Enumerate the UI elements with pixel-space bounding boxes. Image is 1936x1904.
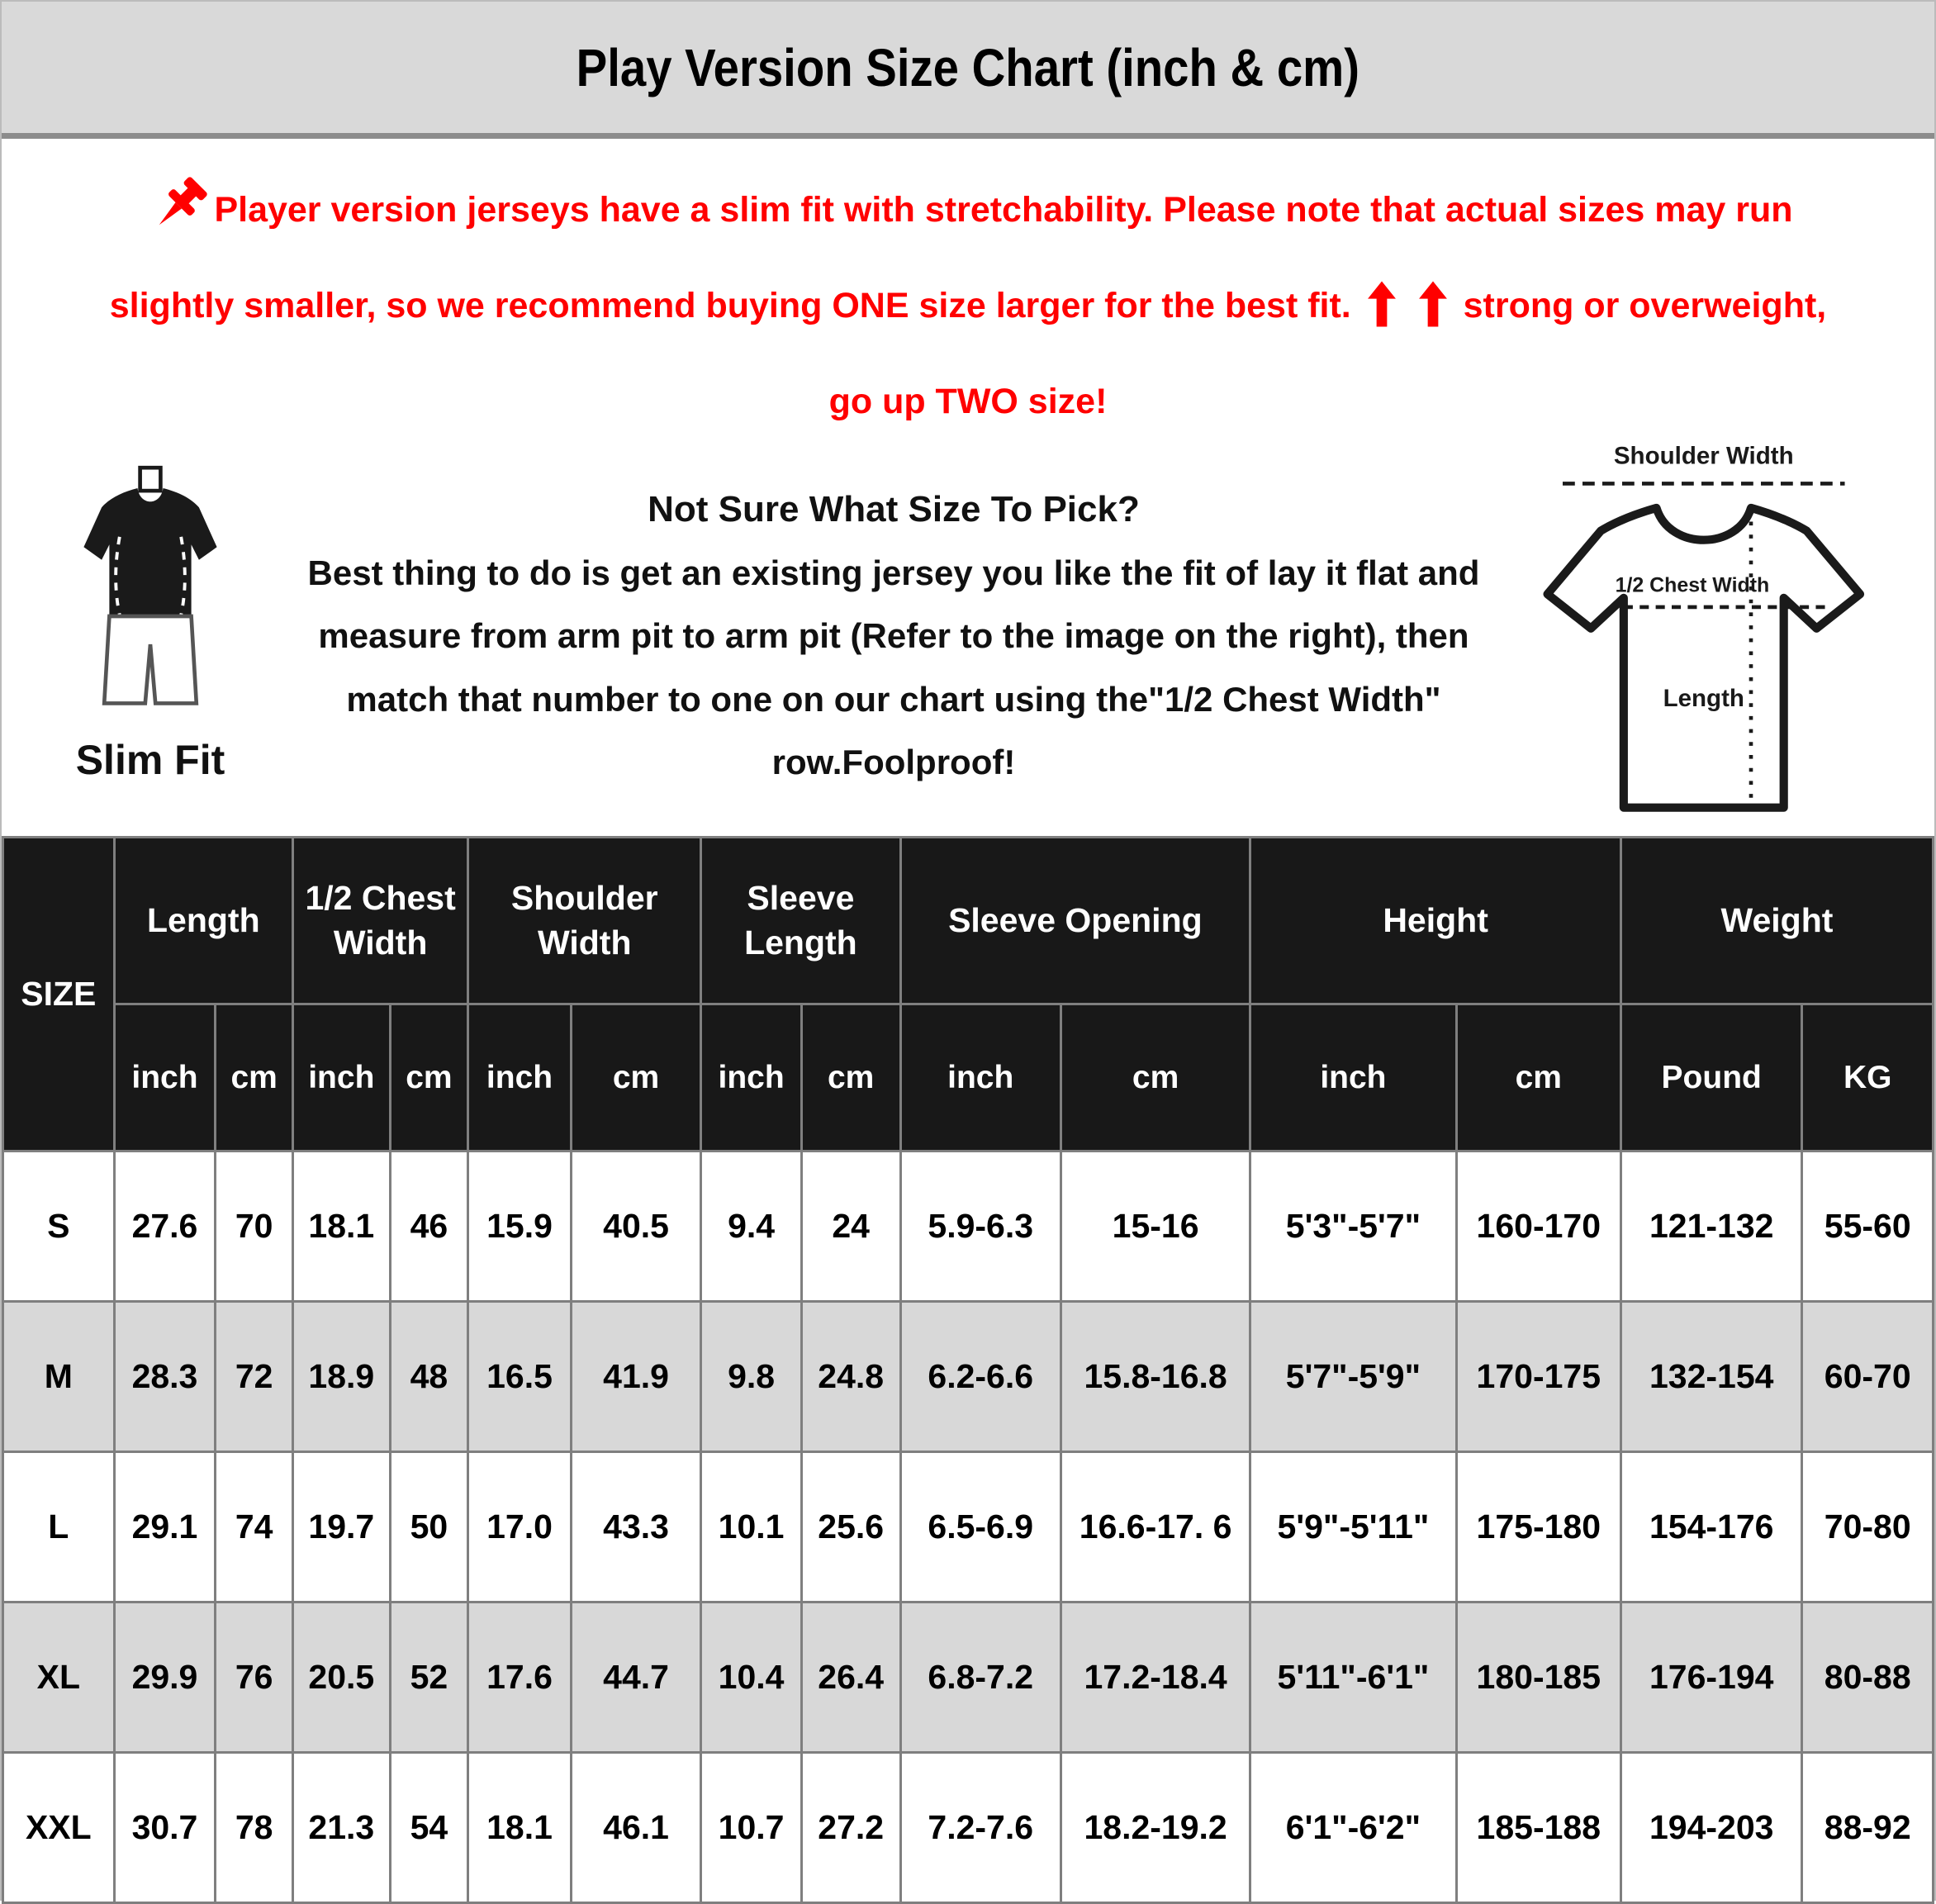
table-cell: 25.6 xyxy=(801,1452,900,1602)
table-cell: 175-180 xyxy=(1456,1452,1620,1602)
table-row-l xyxy=(3,1452,1934,1602)
table-cell: 7.2-7.6 xyxy=(900,1753,1061,1903)
table-cell: 160-170 xyxy=(1456,1151,1620,1302)
table-cell: 194-203 xyxy=(1620,1753,1801,1903)
size-cell: XL xyxy=(3,1602,115,1753)
page-title: Play Version Size Chart (inch & cm) xyxy=(576,37,1360,97)
col-header-shoulder-width: Shoulder Width xyxy=(468,838,701,1004)
slim-fit-label: Slim Fit xyxy=(75,737,225,783)
table-cell: 170-175 xyxy=(1456,1302,1620,1452)
size-guide-heading: Not Sure What Size To Pick? xyxy=(648,489,1140,529)
table-cell: 132-154 xyxy=(1620,1302,1801,1452)
table-row-s xyxy=(3,1151,1934,1302)
table-cell: 17.2-18.4 xyxy=(1061,1602,1250,1753)
table-cell: 29.1 xyxy=(114,1452,216,1602)
table-cell: 15.9 xyxy=(468,1151,572,1302)
size-cell: S xyxy=(3,1151,115,1302)
size-cell: L xyxy=(3,1452,115,1602)
table-row-xxl xyxy=(3,1753,1934,1903)
col-header-half-chest-width: 1/2 Chest Width xyxy=(293,838,468,1004)
col-header-sleeve-length: Sleeve Length xyxy=(701,838,900,1004)
slim-fit-figure xyxy=(2,430,299,836)
col-header-height: Height xyxy=(1250,838,1621,1004)
table-cell: 88-92 xyxy=(1802,1753,1934,1903)
half-chest-width-label: 1/2 Chest Width xyxy=(1615,573,1770,597)
table-cell: 27.6 xyxy=(114,1151,216,1302)
size-cell: M xyxy=(3,1302,115,1452)
table-cell: 78 xyxy=(216,1753,293,1903)
table-cell: 46 xyxy=(390,1151,468,1302)
table-cell: 72 xyxy=(216,1302,293,1452)
table-cell: 5'7"-5'9" xyxy=(1250,1302,1456,1452)
table-cell: 43.3 xyxy=(571,1452,701,1602)
table-cell: 16.6-17. 6 xyxy=(1061,1452,1250,1602)
table-cell: 41.9 xyxy=(571,1302,701,1452)
table-cell: 10.7 xyxy=(701,1753,802,1903)
subcol-sleeveopen-inch: inch xyxy=(900,1004,1061,1151)
table-cell: 70 xyxy=(216,1151,293,1302)
table-cell: 18.2-19.2 xyxy=(1061,1753,1250,1903)
size-guide-body: Best thing to do is get an existing jersey you like the fit of lay it flat and measure from arm pit to arm pit (Refer to the image on the right), then match that number to one on our chart using the"1/2 Chest Width" row.Foolproof! xyxy=(307,553,1480,782)
slim-fit-icon xyxy=(55,463,245,723)
subcol-height-cm: cm xyxy=(1456,1004,1620,1151)
table-cell: 50 xyxy=(390,1452,468,1602)
table-cell: 52 xyxy=(390,1602,468,1753)
notice-line-3: go up TWO size! xyxy=(828,382,1108,421)
table-cell: 10.1 xyxy=(701,1452,802,1602)
table-cell: 40.5 xyxy=(571,1151,701,1302)
subcol-chest-inch: inch xyxy=(293,1004,391,1151)
table-cell: 5'3"-5'7" xyxy=(1250,1151,1456,1302)
title-bar xyxy=(2,2,1934,139)
subcol-weight-pound: Pound xyxy=(1620,1004,1801,1151)
tshirt-measurement-diagram xyxy=(1488,430,1934,836)
subcol-height-inch: inch xyxy=(1250,1004,1456,1151)
table-cell: 18.1 xyxy=(293,1151,391,1302)
table-cell: 21.3 xyxy=(293,1753,391,1903)
table-cell: 180-185 xyxy=(1456,1602,1620,1753)
col-header-sleeve-opening: Sleeve Opening xyxy=(900,838,1250,1004)
table-cell: 70-80 xyxy=(1802,1452,1934,1602)
table-cell: 5.9-6.3 xyxy=(900,1151,1061,1302)
table-cell: 15.8-16.8 xyxy=(1061,1302,1250,1452)
up-arrow-icon xyxy=(1412,286,1454,325)
col-header-size: SIZE xyxy=(3,838,115,1151)
notice-line-2a: slightly smaller, so we recommend buying ONE size larger for the best fit. xyxy=(109,286,1351,325)
table-cell: 9.4 xyxy=(701,1151,802,1302)
table-cell: 9.8 xyxy=(701,1302,802,1452)
subcol-sleevelen-cm: cm xyxy=(801,1004,900,1151)
subcol-length-inch: inch xyxy=(114,1004,216,1151)
table-cell: 44.7 xyxy=(571,1602,701,1753)
table-cell: 54 xyxy=(390,1753,468,1903)
table-cell: 48 xyxy=(390,1302,468,1452)
table-cell: 10.4 xyxy=(701,1602,802,1753)
table-cell: 60-70 xyxy=(1802,1302,1934,1452)
table-cell: 74 xyxy=(216,1452,293,1602)
size-table xyxy=(2,836,1934,1904)
table-cell: 16.5 xyxy=(468,1302,572,1452)
length-label: Length xyxy=(1663,684,1744,712)
table-cell: 154-176 xyxy=(1620,1452,1801,1602)
table-cell: 185-188 xyxy=(1456,1753,1620,1903)
table-cell: 6'1"-6'2" xyxy=(1250,1753,1456,1903)
table-cell: 15-16 xyxy=(1061,1151,1250,1302)
table-cell: 20.5 xyxy=(293,1602,391,1753)
table-cell: 28.3 xyxy=(114,1302,216,1452)
size-cell: XXL xyxy=(3,1753,115,1903)
table-cell: 55-60 xyxy=(1802,1151,1934,1302)
up-arrow-icon xyxy=(1361,286,1402,325)
table-cell: 24 xyxy=(801,1151,900,1302)
pushpin-icon xyxy=(143,190,214,230)
table-cell: 24.8 xyxy=(801,1302,900,1452)
tshirt-outline xyxy=(1548,508,1860,808)
subcol-length-cm: cm xyxy=(216,1004,293,1151)
col-header-weight: Weight xyxy=(1620,838,1933,1004)
table-cell: 27.2 xyxy=(801,1753,900,1903)
subcol-shoulder-cm: cm xyxy=(571,1004,701,1151)
notice-line-2b: strong or overweight, xyxy=(1463,286,1827,325)
notice-line-1: Player version jerseys have a slim fit with stretchability. Please note that actual sizes may run xyxy=(214,190,1793,230)
table-cell: 5'9"-5'11" xyxy=(1250,1452,1456,1602)
subcol-chest-cm: cm xyxy=(390,1004,468,1151)
table-cell: 18.9 xyxy=(293,1302,391,1452)
table-cell: 17.6 xyxy=(468,1602,572,1753)
table-cell: 5'11"-6'1" xyxy=(1250,1602,1456,1753)
table-cell: 176-194 xyxy=(1620,1602,1801,1753)
table-cell: 6.5-6.9 xyxy=(900,1452,1061,1602)
col-header-length: Length xyxy=(114,838,292,1004)
table-cell: 17.0 xyxy=(468,1452,572,1602)
size-guide-text-block xyxy=(299,430,1488,836)
table-cell: 18.1 xyxy=(468,1753,572,1903)
subcol-weight-kg: KG xyxy=(1802,1004,1934,1151)
subcol-shoulder-inch: inch xyxy=(468,1004,572,1151)
subcol-sleevelen-inch: inch xyxy=(701,1004,802,1151)
table-row-xl xyxy=(3,1602,1934,1753)
table-cell: 46.1 xyxy=(571,1753,701,1903)
table-cell: 121-132 xyxy=(1620,1151,1801,1302)
fit-notice xyxy=(2,139,1934,430)
size-guide-section xyxy=(2,430,1934,836)
table-cell: 6.8-7.2 xyxy=(900,1602,1061,1753)
shoulder-width-label: Shoulder Width xyxy=(1613,442,1794,470)
table-cell: 80-88 xyxy=(1802,1602,1934,1753)
table-cell: 30.7 xyxy=(114,1753,216,1903)
subcol-sleeveopen-cm: cm xyxy=(1061,1004,1250,1151)
table-cell: 6.2-6.6 xyxy=(900,1302,1061,1452)
table-cell: 19.7 xyxy=(293,1452,391,1602)
table-cell: 29.9 xyxy=(114,1602,216,1753)
table-cell: 76 xyxy=(216,1602,293,1753)
table-row-m xyxy=(3,1302,1934,1452)
table-cell: 26.4 xyxy=(801,1602,900,1753)
